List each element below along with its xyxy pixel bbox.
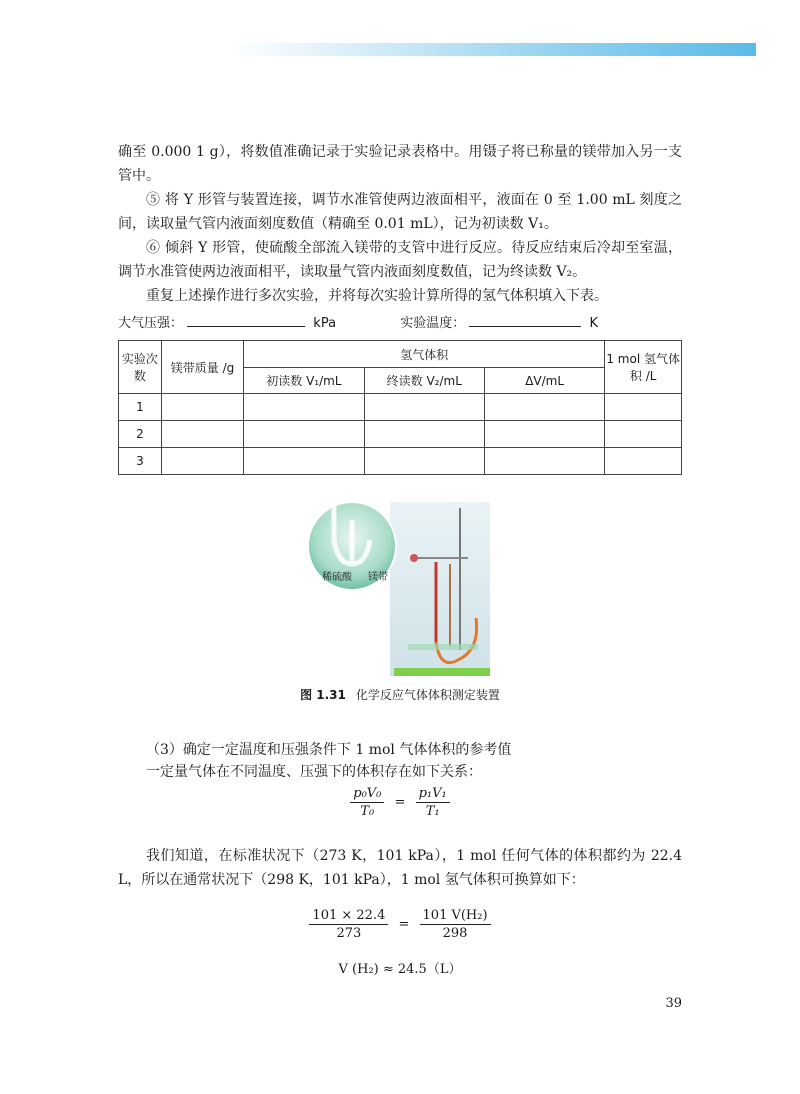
trial-number: 2: [119, 421, 162, 448]
equals-sign: =: [398, 917, 410, 932]
header-trial: 实验次数: [119, 341, 162, 394]
cell-v2[interactable]: [364, 394, 484, 421]
gas-law-formula: [0, 786, 800, 819]
label-dilute-acid: 稀硫酸: [322, 572, 352, 583]
denominator-left: T₀: [360, 804, 375, 819]
numerator-left: 101 × 22.4: [309, 908, 388, 925]
numerator-left: p₀V₀: [350, 786, 384, 803]
cell-v2[interactable]: [364, 448, 484, 475]
fraction-left: [309, 908, 388, 941]
cell-v1[interactable]: [244, 394, 364, 421]
fraction-right: [420, 908, 491, 941]
section-heading: （3）确定一定温度和压强条件下 1 mol 气体体积的参考值: [146, 742, 512, 758]
apparatus-illustration: [308, 500, 492, 676]
cell-molar[interactable]: [605, 448, 682, 475]
cell-mass[interactable]: [161, 448, 243, 475]
glass-plate: [408, 644, 478, 650]
header-gradient-bar: [230, 43, 756, 56]
table-row: [119, 421, 682, 448]
figure-number: 图 1.31: [300, 688, 346, 702]
header-mass: 镁带质量 /g: [161, 341, 243, 394]
figure-title: 化学反应气体体积测定装置: [355, 688, 500, 702]
cell-v1[interactable]: [244, 421, 364, 448]
paragraph-standard-conditions: 我们知道，在标准状况下（273 K，101 kPa），1 mol 任何气体的体积都约为 22.4 L，所以在通常状况下（298 K，101 kPa），1 mol 氢气体积可换算如下：: [118, 848, 682, 888]
figure-caption: [0, 686, 800, 703]
cell-mass[interactable]: [161, 394, 243, 421]
header-initial-reading: 初读数 V₁/mL: [244, 368, 364, 394]
apparatus-figure: [308, 500, 492, 676]
cell-dv[interactable]: [484, 421, 604, 448]
y-tube-joint: [410, 554, 418, 562]
header-molar-volume: 1 mol 氢气体积 /L: [605, 341, 682, 394]
paragraph-repeat: 重复上述操作进行多次实验，并将每次实验计算所得的氢气体积填入下表。: [146, 288, 608, 304]
denominator-right: T₁: [425, 804, 440, 819]
numerator-right: p₁V₁: [416, 786, 450, 803]
header-hydrogen-volume: 氢气体积: [244, 341, 605, 368]
trial-number: 1: [119, 394, 162, 421]
denominator-right: 298: [442, 926, 468, 941]
label-magnesium: 镁带: [368, 572, 388, 583]
table-row: [119, 394, 682, 421]
conditions-row: [118, 312, 598, 331]
fraction-left: [350, 786, 384, 819]
pressure-unit: kPa: [313, 316, 337, 331]
cell-v1[interactable]: [244, 448, 364, 475]
paragraph-step-5: ⑤ 将 Y 形管与装置连接，调节水准管使两边液面相平，液面在 0 至 1.00 mL 刻度之间，读取量气管内液面刻度数值（精确至 0.01 mL），记为初读数 V₁。: [118, 192, 682, 232]
denominator-left: 273: [336, 926, 362, 941]
equals-sign: =: [394, 795, 406, 810]
temperature-label: 实验温度：: [400, 316, 466, 331]
cell-molar[interactable]: [605, 394, 682, 421]
pressure-blank: [187, 314, 305, 327]
header-final-reading: 终读数 V₂/mL: [364, 368, 484, 394]
paragraph-weighing: 确至 0.000 1 g），将数值准确记录于实验记录表格中。用镊子将已称量的镁带加入另一支管中。: [118, 144, 682, 184]
temperature-unit: K: [589, 316, 599, 331]
pressure-label: 大气压强：: [118, 316, 184, 331]
page-number: 39: [665, 996, 682, 1011]
cell-dv[interactable]: [484, 448, 604, 475]
green-base: [394, 668, 490, 676]
cell-mass[interactable]: [161, 421, 243, 448]
cell-dv[interactable]: [484, 394, 604, 421]
fraction-right: [416, 786, 450, 819]
temperature-blank: [469, 314, 581, 327]
table-row: [119, 448, 682, 475]
paragraph-step-6: ⑥ 倾斜 Y 形管，使硫酸全部流入镁带的支管中进行反应。待反应结束后冷却至室温，调节水准管使两边液面相平，读取量气管内液面刻度数值，记为终读数 V₂。: [118, 240, 682, 280]
numerator-right: 101 V(H₂): [420, 908, 491, 925]
result-formula: V (H₂) ≈ 24.5（L）: [338, 962, 462, 977]
calculation-formula: [0, 908, 800, 941]
trial-number: 3: [119, 448, 162, 475]
cell-v2[interactable]: [364, 421, 484, 448]
cell-molar[interactable]: [605, 421, 682, 448]
paragraph-intro: 一定量气体在不同温度、压强下的体积存在如下关系：: [146, 764, 482, 780]
record-table: [118, 340, 682, 475]
header-delta-volume: ΔV/mL: [484, 368, 604, 394]
